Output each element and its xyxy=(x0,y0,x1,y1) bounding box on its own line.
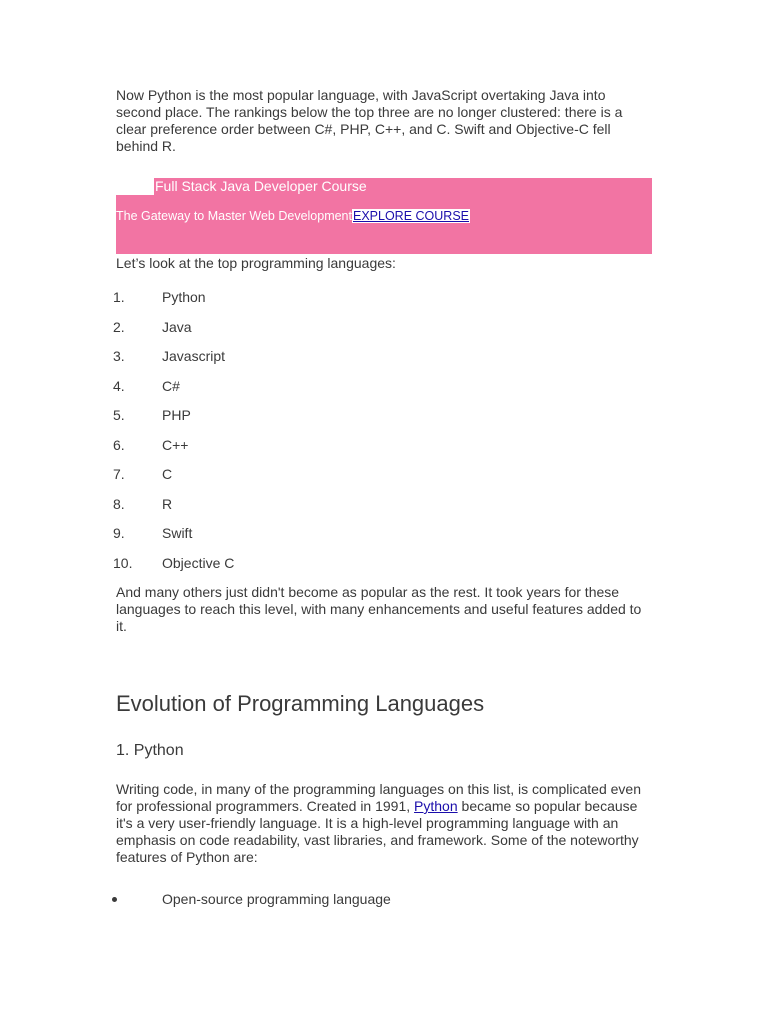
list-item-number: 10. xyxy=(113,554,133,571)
list-item-number: 5. xyxy=(113,407,125,423)
banner-notch xyxy=(116,178,154,195)
course-banner[interactable] xyxy=(116,178,652,254)
list-item-label: Objective C xyxy=(162,554,235,571)
list-item-label: Open-source programming language xyxy=(162,891,391,907)
list-item xyxy=(113,289,652,319)
list-item xyxy=(113,466,652,496)
bullet-icon xyxy=(112,897,117,902)
banner-tagline-row xyxy=(116,208,470,224)
list-item-number: 9. xyxy=(113,525,125,541)
list-item xyxy=(113,407,652,437)
list-item-label: C# xyxy=(162,377,180,394)
list-intro-text: Let’s look at the top programming languages: xyxy=(116,255,396,271)
list-item-number: 7. xyxy=(113,466,125,482)
list-item-number: 2. xyxy=(113,318,125,335)
list-item-label: Java xyxy=(162,318,192,335)
list-item xyxy=(113,348,652,378)
python-paragraph xyxy=(116,781,652,866)
banner-tagline: The Gateway to Master Web Development xyxy=(116,209,352,223)
list-item-label: Swift xyxy=(162,525,193,541)
list-item xyxy=(113,525,652,555)
list-item-number: 4. xyxy=(113,377,125,394)
intro-paragraph: Now Python is the most popular language, with JavaScript overtaking Java into second place. The rankings below the top three are no longer clustered: there is a clear preference order between C#, PHP, C++, and C. Swift and Objective-C fell behind R. xyxy=(116,87,623,154)
list-item-label: C++ xyxy=(162,436,189,453)
list-item-number: 3. xyxy=(113,348,125,364)
list-item-label: C xyxy=(162,466,173,482)
list-item-label: R xyxy=(162,495,173,512)
list-item-label: Javascript xyxy=(162,348,226,364)
list-item xyxy=(113,495,652,526)
list-item-label: PHP xyxy=(162,407,191,423)
python-para-text-start: Writing code, in many of the programming languages on this list, is complicated even for professional programmers. Created in 1991, xyxy=(116,781,642,814)
list-item xyxy=(113,318,652,349)
list-item xyxy=(113,436,652,467)
section-heading: Evolution of Programming Languages xyxy=(116,691,485,716)
explore-course-button[interactable]: EXPLORE COURSE xyxy=(353,209,470,223)
list-item-number: 8. xyxy=(113,495,125,512)
python-para-text-end: became so popular because it's a very user-friendly language. It is a high-level programming language with an emphasis on code readability, vast libraries, and framework. Some of the noteworthy features of Python are: xyxy=(116,798,639,865)
list-item xyxy=(113,377,652,408)
list-item-number: 1. xyxy=(113,289,125,305)
python-link[interactable]: Python xyxy=(414,798,458,814)
article-content xyxy=(113,87,652,907)
after-list-paragraph: And many others just didn't become as popular as the rest. It took years for these languages to reach this level, with many enhancements and useful features added to it. xyxy=(116,584,642,634)
languages-list xyxy=(113,289,652,584)
list-item xyxy=(113,554,652,585)
banner-course-title[interactable]: Full Stack Java Developer Course xyxy=(155,178,367,194)
list-item-number: 6. xyxy=(113,436,125,453)
list-item-label: Python xyxy=(162,289,206,305)
subsection-heading: 1. Python xyxy=(116,742,184,759)
